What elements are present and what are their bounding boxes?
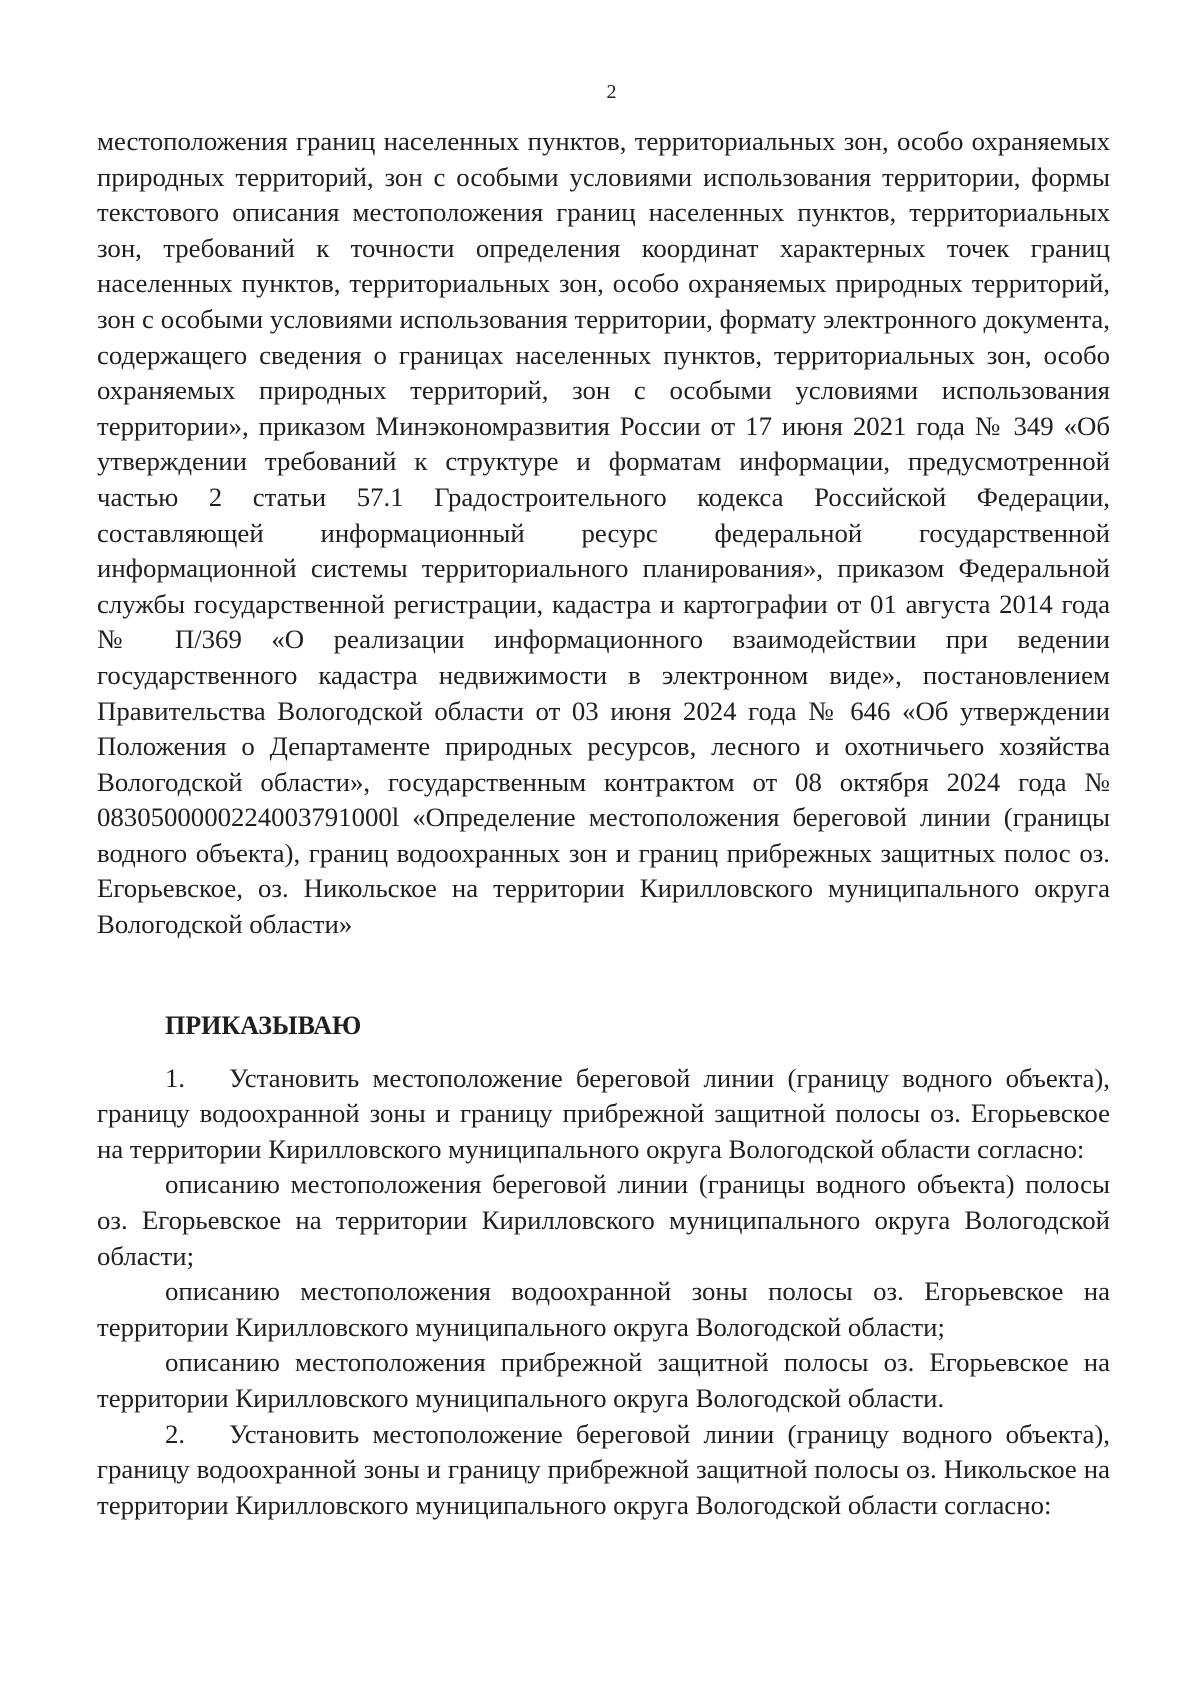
order-item-1-subitem-1: описанию местоположения береговой линии (границы водного объекта) полосы оз. Егорьевское на территории Кирилловского муниципального округа Вологодской области; — [97, 1169, 1110, 1271]
order-item-1-subitem-2: описанию местоположения водоохранной зоны полосы оз. Егорьевское на территории Кирилловского муниципального округа Вологодской области; — [97, 1276, 1110, 1342]
order-item-1 — [97, 1061, 1110, 1168]
order-item-2-number: 2. — [165, 1418, 186, 1449]
order-heading: ПРИКАЗЫВАЮ — [165, 1010, 362, 1040]
order-item-2 — [97, 1417, 1110, 1524]
order-item-1-number: 1. — [165, 1062, 186, 1093]
page-number: 2 — [606, 81, 617, 103]
order-item-1-text: Установить местоположение береговой линии (границу водного объекта), границу водоохранной зоны и границу прибрежной защитной полосы оз. Егорьевское на территории Кирилловского муниципального округа Вологодской области согласно: — [97, 1062, 1110, 1164]
order-item-2-text: Установить местоположение береговой линии (границу водного объекта), границу водоохранной зоны и границу прибрежной защитной полосы оз. Никольское на территории Кирилловского муниципального округа Вологодской области согласно: — [97, 1418, 1110, 1520]
order-item-1-subitem-3: описанию местоположения прибрежной защитной полосы оз. Егорьевское на территории Кирилловского муниципального округа Вологодской области. — [97, 1347, 1110, 1413]
preamble-paragraph: местоположения границ населенных пунктов, территориальных зон, особо охраняемых природных территорий, зон с особыми условиями использования территории, формы текстового описания местоположения границ населенных пунктов, территориальных зон, требований к точности определения координат характерных точек границ населенных пунктов, территориальных зон, особо охраняемых природных территорий, зон с особыми условиями использования территории, формату электронного документа, содержащего сведения о границах населенных пунктов, территориальных зон, особо охраняемых природных территорий, зон с особыми условиями использования территории», приказом Минэкономразвития России от 17 июня 2021 года № 349 «Об утверждении требований к структуре и форматам информации, предусмотренной частью 2 статьи 57.1 Градостроительного кодекса Российской Федерации, составляющей информационный ресурс федеральной государственной информационной системы территориального планирования», приказом Федеральной службы государственной регистрации, кадастра и картографии от 01 августа 2014 года № П/369 «О реализации информационного взаимодействии при ведении государственного кадастра недвижимости в электронном виде», постановлением Правительства Вологодской области от 03 июня 2024 года № 646 «Об утверждении Положения о Департаменте природных ресурсов, лесного и охотничьего хозяйства Вологодской области», государственным контрактом от 08 октября 2024 года № 0830500000224003791000l «Определение местоположения береговой линии (границы водного объекта), границ водоохранных зон и границ прибрежных защитных полос оз. Егорьевское, оз. Никольское на территории Кирилловского муниципального округа Вологодской области» — [97, 126, 1110, 940]
